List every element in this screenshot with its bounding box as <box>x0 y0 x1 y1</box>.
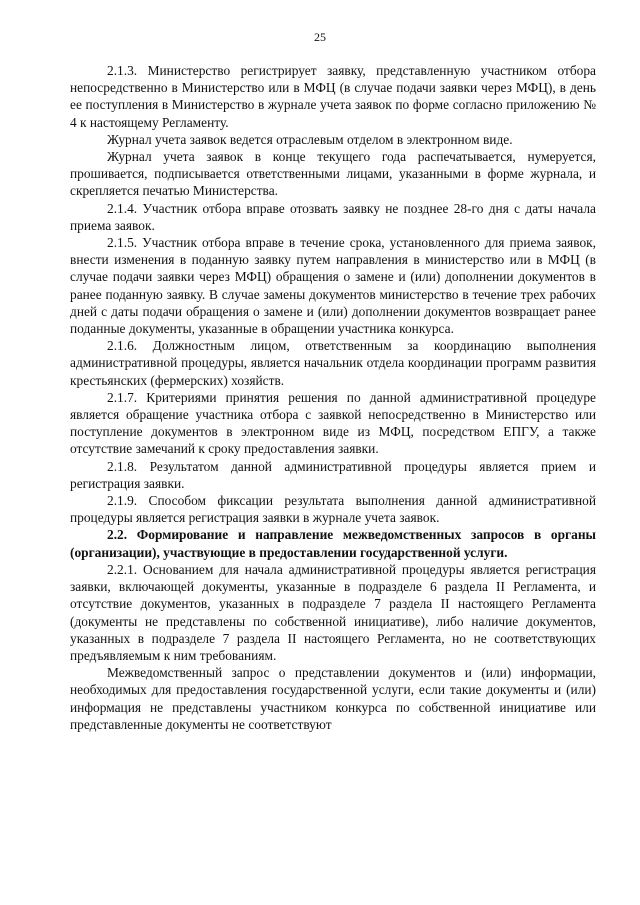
paragraph-2-1-4: 2.1.4. Участник отбора вправе отозвать заявку не позднее 28-го дня с даты начала приема заявок. <box>70 200 596 233</box>
paragraph-2-2-1: 2.2.1. Основанием для начала административной процедуры является регистрация заявки, включающей документы, указанные в подразделе 6 раздела II Регламента, и отсутствие документов, указанных в подразделе 7 раздела II настоящего Регламента (документы не представлены по собственной инициативе), либо наличие документов, указанных в подразделе 7 раздела II настоящего Регламента, но не соответствующих предъявляемым к ним требованиям. <box>70 561 596 663</box>
paragraph-2-1-5: 2.1.5. Участник отбора вправе в течение срока, установленного для приема заявок, внести изменения в поданную заявку путем направления в министерство или в МФЦ (в случае подачи заявки через МФЦ) обращения о замене и (или) дополнении документов в ранее поданную заявку. В случае замены документов министерство в течение трех рабочих дней с даты подачи обращения о замене и (или) дополнении документов возвращает ранее поданные документы, указанные в обращении участника конкурса. <box>70 235 596 337</box>
paragraph-2-1-7: 2.1.7. Критериями принятия решения по данной административной процедуре является обращение участника отбора с заявкой непосредственно в Министерство или поступление документов в электронном виде из МФЦ, посредством ЕПГУ, а также отсутствие замечаний к сроку предоставления заявки. <box>70 389 596 457</box>
paragraph-2-1-8: 2.1.8. Результатом данной административной процедуры является прием и регистрация заявки. <box>70 458 596 491</box>
section-heading-2-2: 2.2. Формирование и направление межведомственных запросов в органы (организации), участвующие в предоставлении государственной услуги. <box>70 527 596 560</box>
paragraph-2-1-3: 2.1.3. Министерство регистрирует заявку, представленную участником отбора непосредственно в Министерство или в МФЦ (в случае подачи заявки через МФЦ), в день ее поступления в Министерство в журнале учета заявок по форме согласно приложению № 4 к настоящему Регламенту. <box>70 63 596 130</box>
document-body <box>70 62 596 733</box>
paragraph-interagency-request: Межведомственный запрос о представлении документов и (или) информации, необходимых для предоставления государственной услуги, если такие документы и (или) информация не представлены участником конкурса по собственной инициативе или представленные документы не соответствуют <box>70 665 596 732</box>
paragraph-journal-printing: Журнал учета заявок в конце текущего года распечатывается, нумеруется, прошивается, подписывается ответственными лицами, указанными в форме журнала, и скрепляется печатью Министерства. <box>70 149 596 199</box>
paragraph-2-1-9: 2.1.9. Способом фиксации результата выполнения данной административной процедуры является регистрация заявки в журнале учета заявок. <box>70 493 596 526</box>
paragraph-journal-electronic: Журнал учета заявок ведется отраслевым отделом в электронном виде. <box>107 131 513 147</box>
page-number: 25 <box>314 30 326 44</box>
paragraph-2-1-6: 2.1.6. Должностным лицом, ответственным за координацию выполнения административной процедуры, является начальник отдела координации программ развития крестьянских (фермерских) хозяйств. <box>70 338 596 388</box>
